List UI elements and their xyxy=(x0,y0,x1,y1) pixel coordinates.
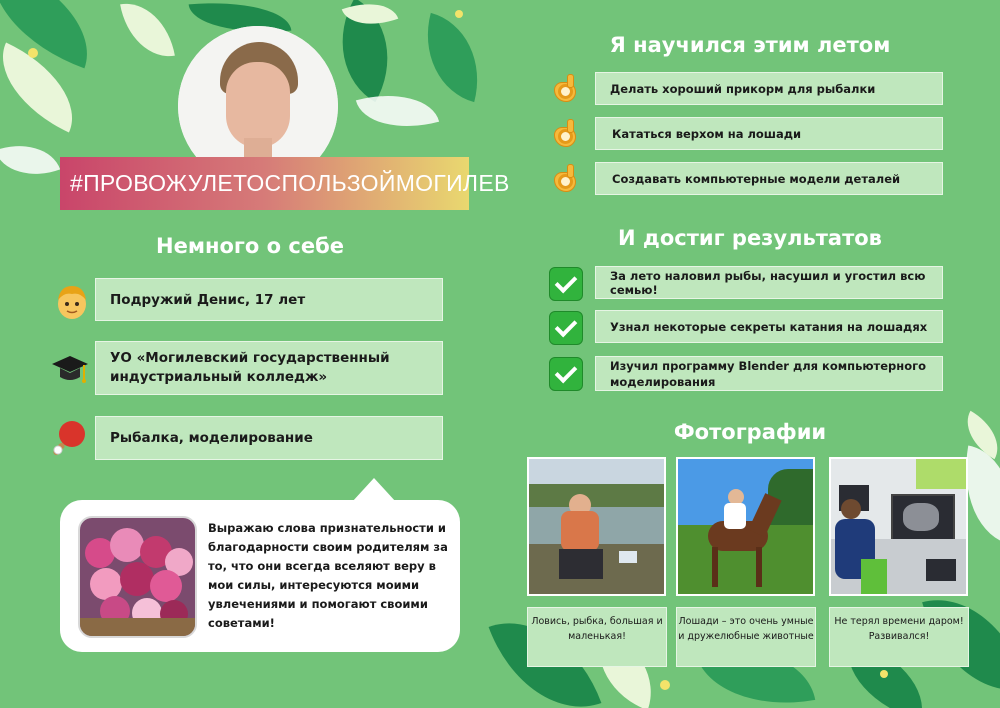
photo-horse xyxy=(676,457,815,596)
check-mark-icon xyxy=(549,267,583,301)
photos-title: Фотографии xyxy=(673,420,827,444)
dot-decoration xyxy=(455,10,463,18)
ok-hand-icon xyxy=(552,74,576,102)
about-title: Немного о себе xyxy=(156,234,344,258)
person-icon xyxy=(52,282,92,322)
dot-decoration xyxy=(880,670,888,678)
check-mark-icon xyxy=(549,311,583,345)
leaf-decoration xyxy=(0,132,60,188)
photo-fishing xyxy=(527,457,666,596)
ok-hand-icon xyxy=(552,164,576,192)
about-item-name: Подружий Денис, 17 лет xyxy=(95,278,443,321)
flowers-photo xyxy=(78,516,197,638)
results-item: Узнал некоторые секреты катания на лошадях xyxy=(595,310,943,343)
photo-caption: Ловись, рыбка, большая и маленькая! xyxy=(527,607,667,667)
gratitude-text: Выражаю слова признательности и благодарности своим родителям за то, что они всегда вселяют веру в мои силы, интересуются моими увлечениями и помогают своими советами! xyxy=(208,521,448,630)
results-item: За лето наловил рыбы, насушил и угостил всю семью! xyxy=(595,266,943,299)
about-item-college: УО «Могилевский государственный индустриальный колледж» xyxy=(95,341,443,395)
ok-hand-icon xyxy=(552,119,576,147)
results-title: И достиг результатов xyxy=(618,226,882,250)
leaf-decoration xyxy=(120,0,175,63)
about-item-hobbies: Рыбалка, моделирование xyxy=(95,416,443,460)
photo-caption: Не терял времени даром! Развивался! xyxy=(829,607,969,667)
check-mark-icon xyxy=(549,357,583,391)
learned-item: Кататься верхом на лошади xyxy=(595,117,943,150)
photo-computer xyxy=(829,457,968,596)
speech-bubble-tail xyxy=(352,478,396,502)
dot-decoration xyxy=(28,48,38,58)
photo-caption: Лошади – это очень умные и дружелюбные животные xyxy=(676,607,816,667)
results-item: Изучил программу Blender для компьютерного моделирования xyxy=(595,356,943,391)
ping-pong-icon xyxy=(50,418,90,458)
hashtag-banner: #ПРОВОЖУЛЕТОСПОЛЬЗОЙМОГИЛЕВ xyxy=(60,157,469,210)
graduation-cap-icon xyxy=(50,350,90,390)
learned-title: Я научился этим летом xyxy=(609,33,891,57)
leaf-decoration xyxy=(411,13,493,102)
dot-decoration xyxy=(660,680,670,690)
learned-item: Делать хороший прикорм для рыбалки xyxy=(595,72,943,105)
learned-item: Создавать компьютерные модели деталей xyxy=(595,162,943,195)
